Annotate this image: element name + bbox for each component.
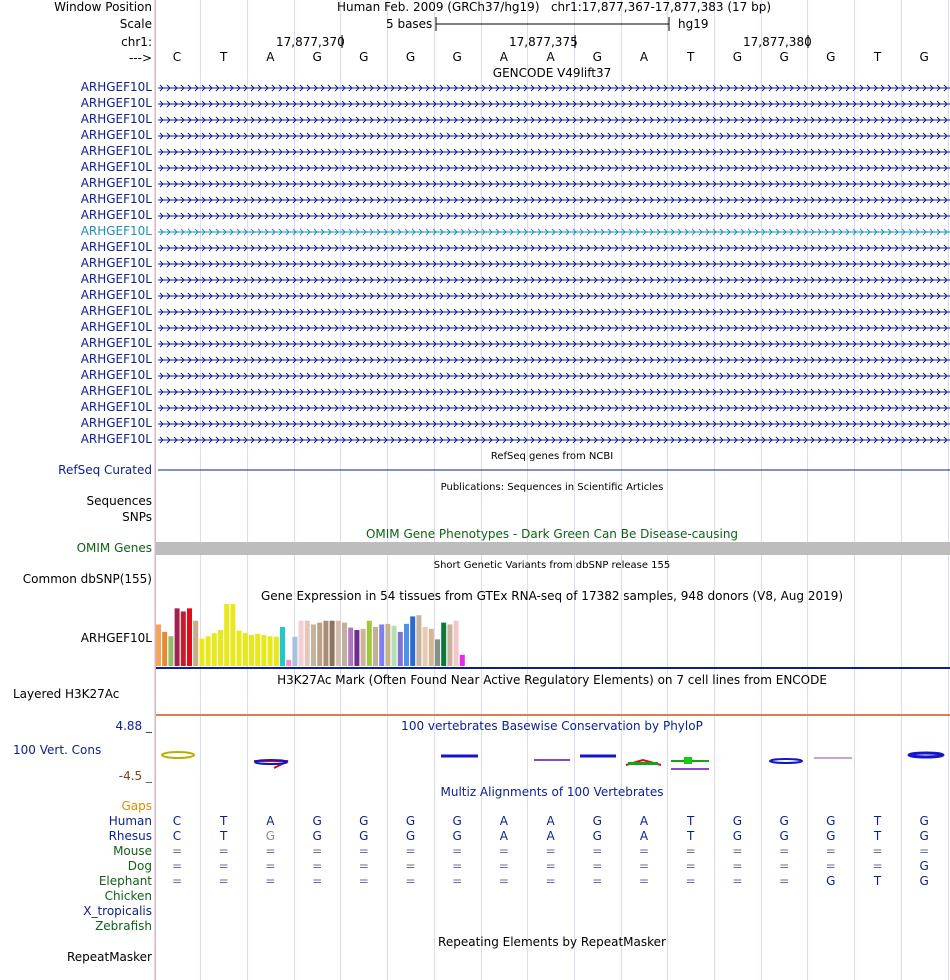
multiz-base: G (919, 859, 929, 873)
chrom-label: chr1: (121, 35, 152, 49)
sequence-base: G (826, 50, 836, 64)
repeatmasker-track-label[interactable]: RepeatMasker (66, 950, 152, 964)
multiz-species-label: Dog (127, 859, 152, 873)
gtex-tissue-bar (292, 637, 297, 666)
track-labels-panel (0, 0, 155, 980)
multiz-base: = (358, 844, 369, 858)
gtex-tissue-bar (416, 615, 421, 666)
multiz-species-label: Elephant (98, 874, 152, 888)
gtex-tissue-bar (460, 655, 465, 666)
gtex-tissue-bar (199, 639, 204, 666)
gtex-tissue-bar (435, 639, 440, 666)
gtex-tissue-bar (373, 627, 378, 666)
phylop-logo-12 (770, 759, 802, 763)
gtex-tissue-bar (261, 635, 266, 666)
gtex-tissue-bar (410, 616, 415, 666)
multiz-base: C (172, 829, 182, 843)
multiz-base: T (873, 829, 882, 843)
multiz-base: = (405, 874, 416, 888)
gencode-transcript-label[interactable]: ARHGEF10L (80, 432, 152, 446)
gtex-title[interactable]: Gene Expression in 54 tissues from GTEx RNA-seq of 17382 samples, 948 donors (V8, Aug 2019) (260, 589, 844, 603)
gencode-transcript-label[interactable]: ARHGEF10L (80, 96, 152, 110)
gencode-transcript-label[interactable]: ARHGEF10L (80, 208, 152, 222)
gtex-tissue-bar (175, 608, 180, 666)
multiz-base: G (359, 829, 369, 843)
multiz-base: = (358, 874, 369, 888)
omim-bar (156, 542, 950, 555)
multiz-base: = (638, 859, 650, 873)
multiz-base: = (732, 874, 743, 888)
gencode-transcript-label[interactable]: ARHGEF10L (80, 80, 152, 94)
multiz-base: = (265, 874, 276, 888)
sequence-base: G (405, 50, 416, 64)
sequence-base: T (687, 50, 695, 64)
multiz-base: = (171, 844, 183, 858)
multiz-base: G (779, 829, 789, 843)
track-display-area[interactable] (156, 0, 950, 980)
multiz-species-label: X_tropicalis (83, 904, 152, 918)
multiz-base: A (639, 814, 649, 828)
gtex-tissue-bar (305, 621, 310, 666)
gtex-tissue-bar (280, 627, 285, 666)
multiz-base: A (499, 814, 508, 828)
omim-track-label[interactable]: OMIM Genes (76, 541, 152, 555)
multiz-base: G (405, 829, 416, 843)
multiz-base: = (592, 859, 603, 873)
sequence-base: G (592, 50, 602, 64)
multiz-base: G (452, 829, 462, 843)
sequence-base: G (732, 50, 743, 64)
multiz-base: = (312, 874, 323, 888)
scale-db-text: hg19 (678, 17, 709, 31)
multiz-base: = (545, 844, 556, 858)
gtex-tissue-bar (243, 633, 248, 666)
gencode-transcript-label[interactable]: ARHGEF10L (80, 384, 152, 398)
gtex-tissue-bar (181, 611, 186, 666)
gencode-transcript-label[interactable]: ARHGEF10L (80, 112, 152, 126)
gtex-tissue-bar (392, 626, 397, 666)
multiz-base: A (546, 829, 555, 843)
gencode-transcript-label[interactable]: ARHGEF10L (80, 144, 152, 158)
gencode-transcript-label[interactable]: ARHGEF10L (80, 288, 152, 302)
dbsnp-title[interactable]: Short Genetic Variants from dbSNP release 155 (433, 560, 671, 571)
multiz-base: = (919, 844, 930, 858)
sequence-base: G (359, 50, 369, 64)
multiz-base: G (592, 829, 602, 843)
gencode-transcript-label[interactable]: ARHGEF10L (80, 336, 152, 350)
multiz-base: T (687, 829, 695, 843)
multiz-base: = (732, 844, 743, 858)
refseq-track-label[interactable]: RefSeq Curated (58, 463, 152, 477)
multiz-base: = (545, 859, 556, 873)
gtex-tissue-bar (212, 633, 217, 666)
gridline (154, 0, 155, 980)
multiz-base: G (919, 814, 929, 828)
multiz-species-label: Human (108, 814, 152, 828)
multiz-base: = (779, 844, 790, 858)
gtex-tissue-bar (342, 623, 347, 666)
gencode-transcript-label[interactable]: ARHGEF10L (80, 176, 152, 190)
gtex-tissue-bar (367, 621, 372, 666)
gtex-tissue-bar (286, 660, 291, 666)
h3k27ac-title[interactable]: H3K27Ac Mark (Often Found Near Active Regulatory Elements) on 7 cell lines from ENCODE (277, 673, 827, 687)
gtex-tissue-bar (354, 630, 359, 666)
gtex-tissue-bar (441, 623, 446, 666)
multiz-title[interactable]: Multiz Alignments of 100 Vertebrates (440, 785, 664, 799)
multiz-base: = (872, 859, 883, 873)
multiz-species-label: Rhesus (108, 829, 152, 843)
gtex-tissue-bar (317, 623, 322, 666)
gtex-tissue-bar (299, 621, 304, 666)
multiz-base: = (171, 859, 183, 873)
multiz-base: = (685, 859, 696, 873)
gtex-tissue-bar (311, 624, 316, 666)
multiz-base: A (266, 814, 275, 828)
gencode-transcript-label[interactable]: ARHGEF10L (80, 240, 152, 254)
position-text: chr1:17,877,367-17,877,383 (17 bp) (550, 0, 772, 14)
h3k27ac-track-label[interactable]: Layered H3K27Ac (13, 687, 120, 701)
gtex-tissue-bar (206, 636, 211, 666)
strand-label: ---> (128, 51, 152, 65)
gencode-transcript-label[interactable]: ARHGEF10L (80, 272, 152, 286)
gtex-bars (156, 604, 465, 666)
gencode-transcripts (158, 85, 950, 443)
multiz-base: G (919, 829, 929, 843)
gtex-tissue-bar (237, 631, 242, 666)
multiz-base: = (638, 844, 650, 858)
gtex-track-label[interactable]: ARHGEF10L (80, 631, 152, 645)
gtex-tissue-bar (268, 636, 273, 666)
multiz-base: = (265, 844, 276, 858)
multiz-base: = (825, 859, 836, 873)
multiz-base: T (220, 814, 228, 828)
gtex-tissue-bar (330, 621, 335, 666)
scale-bases-text: 5 bases (386, 17, 433, 31)
multiz-base: = (498, 859, 509, 873)
gtex-tissue-bar (249, 635, 254, 666)
sequence-base: C (172, 50, 182, 64)
gencode-transcript-label[interactable]: ARHGEF10L (80, 320, 152, 334)
phylop-logo-10 (684, 757, 692, 764)
window-position-label: Window Position (54, 0, 152, 14)
multiz-base: = (452, 859, 463, 873)
gencode-transcript-label[interactable]: ARHGEF10L (80, 416, 152, 430)
multiz-base: = (452, 844, 463, 858)
phylop-logo-1 (162, 752, 194, 758)
multiz-base: = (452, 874, 463, 888)
multiz-base: G (826, 874, 836, 888)
multiz-base: G (265, 829, 276, 843)
gtex-tissue-bar (274, 637, 279, 666)
scale-bar (436, 17, 669, 31)
multiz-base: G (826, 814, 836, 828)
sequence-base: T (873, 50, 882, 64)
phylop-logos (162, 752, 943, 769)
gtex-tissue-bar (361, 629, 366, 666)
gencode-transcript-label[interactable]: ARHGEF10L (80, 128, 152, 142)
gencode-transcript-label[interactable]: ARHGEF10L (80, 304, 152, 318)
assembly-text: Human Feb. 2009 (GRCh37/hg19) (336, 0, 540, 14)
gtex-tissue-bar (187, 608, 192, 666)
multiz-base: = (265, 859, 276, 873)
refseq-title[interactable]: RefSeq genes from NCBI (490, 451, 614, 462)
multiz-base: G (732, 814, 743, 828)
gtex-tissue-bar (447, 624, 452, 666)
gencode-transcript-label[interactable]: ARHGEF10L (80, 368, 152, 382)
gencode-title[interactable]: GENCODE V49lift37 (492, 66, 612, 80)
multiz-base: T (873, 874, 882, 888)
multiz-base: = (498, 844, 509, 858)
gtex-tissue-bar (379, 624, 384, 666)
sequence-base: A (266, 50, 275, 64)
gencode-transcript-label[interactable]: ARHGEF10L (80, 224, 152, 238)
multiz-base: = (405, 859, 416, 873)
scale-label: Scale (119, 17, 152, 31)
gencode-transcript-label[interactable]: ARHGEF10L (80, 352, 152, 366)
gtex-tissue-bar (323, 621, 328, 666)
multiz-base: = (685, 874, 696, 888)
publications-snps-label[interactable]: SNPs (122, 510, 152, 524)
gencode-transcript-label[interactable]: ARHGEF10L (80, 160, 152, 174)
sequence-base: A (546, 50, 555, 64)
multiz-base: = (592, 844, 603, 858)
gtex-tissue-bar (168, 636, 173, 666)
multiz-base: T (687, 814, 695, 828)
multiz-base: C (172, 814, 182, 828)
multiz-base: G (312, 829, 322, 843)
multiz-base: T (873, 814, 882, 828)
gtex-tissue-bar (193, 621, 198, 666)
multiz-species-label: Zebrafish (95, 919, 152, 933)
gtex-tissue-bar (348, 628, 353, 666)
multiz-base: = (405, 844, 416, 858)
multiz-base: G (826, 829, 836, 843)
multiz-base: G (312, 814, 322, 828)
multiz-base: = (592, 874, 603, 888)
publications-sequences-label[interactable]: Sequences (86, 494, 152, 508)
multiz-base: = (732, 859, 743, 873)
multiz-base: = (498, 874, 509, 888)
multiz-base: G (405, 814, 416, 828)
gencode-transcript-label[interactable]: ARHGEF10L (80, 192, 152, 206)
gtex-tissue-bar (218, 630, 223, 666)
multiz-base: G (732, 829, 743, 843)
multiz-base: = (825, 844, 836, 858)
gtex-tissue-bar (454, 621, 459, 666)
multiz-base: G (359, 814, 369, 828)
dbsnp-track-label[interactable]: Common dbSNP(155) (22, 572, 152, 586)
multiz-base: A (499, 829, 508, 843)
phylop-logo-8 (628, 762, 658, 765)
omim-title[interactable]: OMIM Gene Phenotypes - Dark Green Can Be Disease-causing (365, 527, 739, 541)
repeatmasker-title[interactable]: Repeating Elements by RepeatMasker (438, 935, 666, 949)
phylop-title[interactable]: 100 vertebrates Basewise Conservation by PhyloP (401, 719, 703, 733)
multiz-base: G (452, 814, 462, 828)
multiz-base: = (638, 874, 650, 888)
gencode-transcript-label[interactable]: ARHGEF10L (80, 400, 152, 414)
gtex-tissue-bar (336, 621, 341, 666)
gtex-tissue-bar (404, 624, 409, 666)
phylop-logo-14 (909, 753, 943, 757)
gtex-tissue-bar (255, 634, 260, 666)
phylop-max-label: 4.88 _ (115, 719, 152, 733)
multiz-base: G (919, 874, 929, 888)
sequence-base: G (919, 50, 929, 64)
gtex-tissue-bar (162, 632, 167, 666)
gtex-tissue-bar (224, 604, 229, 666)
gtex-tissue-bar (156, 624, 161, 666)
coord-tick-label-2: 17,877,375 (509, 35, 578, 49)
multiz-base: = (171, 874, 183, 888)
sequence-base: G (452, 50, 462, 64)
multiz-base: = (545, 874, 556, 888)
multiz-base: = (312, 844, 323, 858)
publications-title[interactable]: Publications: Sequences in Scientific Articles (440, 482, 664, 493)
gtex-tissue-bar (385, 624, 390, 666)
multiz-species-label: Chicken (104, 889, 152, 903)
sequence-base: T (220, 50, 228, 64)
multiz-base: = (218, 844, 229, 858)
sequence-base: G (312, 50, 322, 64)
multiz-base: A (546, 814, 555, 828)
sequence-base: A (639, 50, 649, 64)
sequence-base: A (499, 50, 508, 64)
multiz-base: = (685, 844, 696, 858)
multiz-base: = (779, 874, 790, 888)
multiz-base: = (779, 859, 790, 873)
gtex-tissue-bar (429, 629, 434, 666)
multiz-base: G (779, 814, 789, 828)
multiz-base: = (872, 844, 883, 858)
phylop-track-label[interactable]: 100 Vert. Cons (13, 743, 102, 757)
multiz-base: = (312, 859, 323, 873)
multiz-base: G (592, 814, 602, 828)
coord-tick-label-3: 17,877,380 (743, 35, 812, 49)
coord-tick-label-1: 17,877,370 (276, 35, 345, 49)
multiz-base: = (218, 874, 229, 888)
multiz-species-label: Mouse (113, 844, 152, 858)
multiz-base: A (639, 829, 649, 843)
multiz-base: = (218, 859, 229, 873)
gtex-tissue-bar (230, 604, 235, 666)
gtex-tissue-bar (398, 632, 403, 666)
gtex-tissue-bar (423, 627, 428, 666)
gencode-transcript-label[interactable]: ARHGEF10L (80, 256, 152, 270)
sequence-base: G (779, 50, 789, 64)
multiz-base: T (220, 829, 228, 843)
multiz-gaps-label: Gaps (121, 799, 152, 813)
phylop-min-label: -4.5 _ (118, 769, 152, 783)
multiz-base: = (358, 859, 369, 873)
